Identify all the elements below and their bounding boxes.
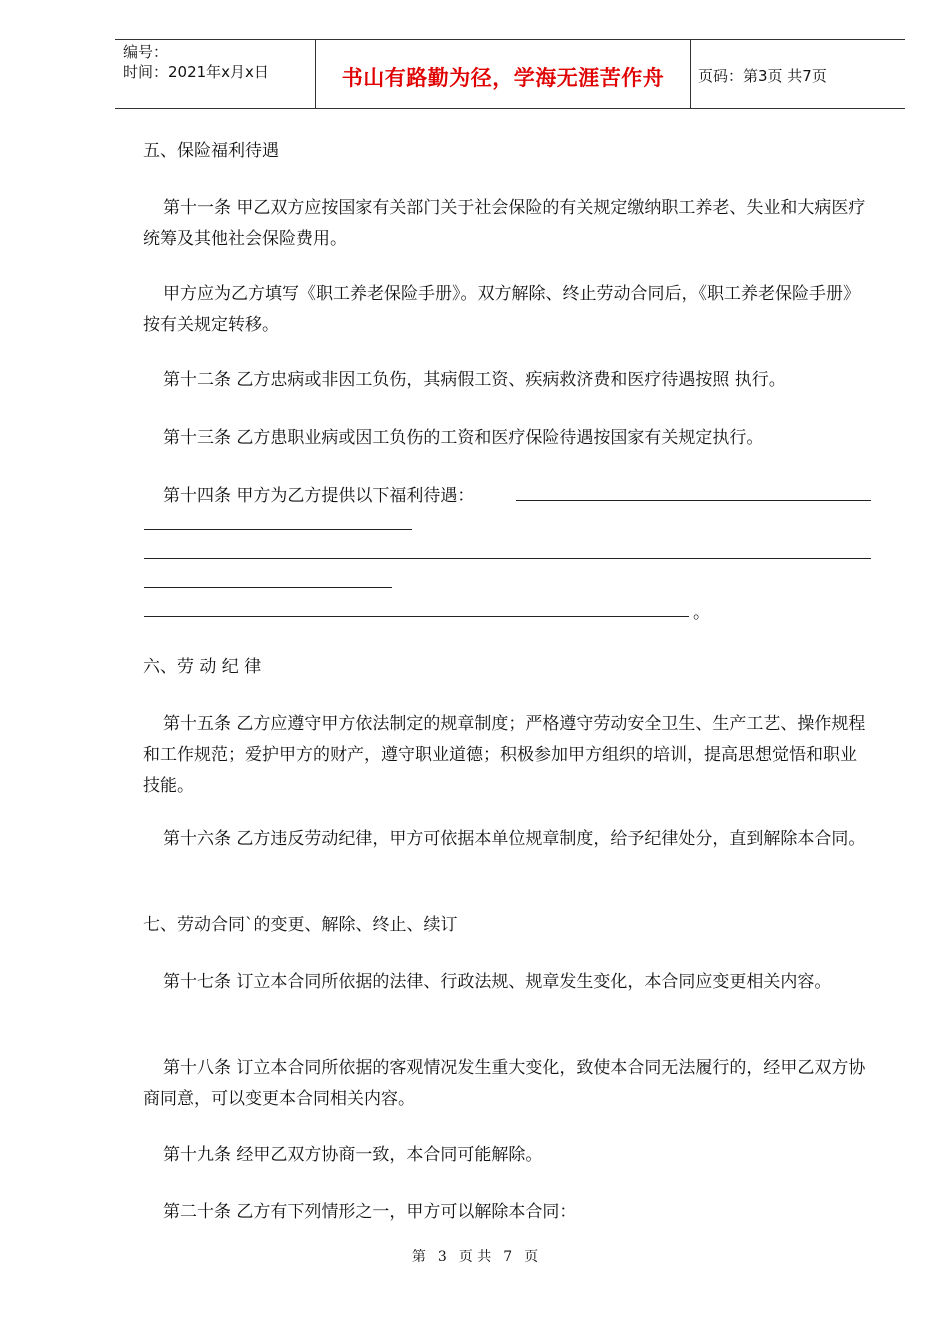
article-12: 第十二条 乙方忠病或非因工负伤，其病假工资、疾病救济费和医疗待遇按照 执行。 — [163, 370, 786, 390]
welfare-blank-line[interactable] — [516, 500, 871, 501]
article-14: 第十四条 甲方为乙方提供以下福利待遇： — [163, 486, 475, 506]
article-19: 第十九条 经甲乙双方协商一致，本合同可能解除。 — [163, 1145, 543, 1165]
article-20: 第二十条 乙方有下列情形之一，甲方可以解除本合同： — [163, 1202, 577, 1222]
welfare-blank-line[interactable] — [144, 587, 392, 588]
article-16: 第十六条 乙方违反劳动纪律，甲方可依据本单位规章制度，给予纪律处分，直到解除本合同。 — [163, 829, 866, 849]
footer-suffix: 页 — [524, 1249, 539, 1265]
article-18: 第十八条 订立本合同所依据的客观情况发生重大变化，致使本合同无法履行的，经甲乙双方协商同意，可以变更本合同相关内容。 — [143, 1058, 866, 1109]
section-title-insurance: 五、保险福利待遇 — [143, 141, 279, 161]
welfare-blank-line[interactable] — [144, 616, 689, 617]
page-header — [115, 39, 905, 109]
header-motto: 书山有路勤为径，学海无涯苦作舟 — [341, 66, 665, 90]
document-time-label: 时间：2021年x月x日 — [123, 63, 269, 81]
article-11: 第十一条 甲乙双方应按国家有关部门关于社会保险的有关规定缴纳职工养老、失业和大病医疗统筹及其他社会保险费用。 — [143, 198, 866, 249]
welfare-blank-line[interactable] — [144, 558, 871, 559]
article-13: 第十三条 乙方患职业病或因工负伤的工资和医疗保险待遇按国家有关规定执行。 — [163, 428, 764, 448]
header-motto-cell — [315, 40, 691, 108]
header-page-info: 页码：第3页 共7页 — [698, 67, 827, 85]
footer-page-number: 3 — [437, 1249, 447, 1265]
page-footer — [0, 1246, 950, 1266]
footer-prefix: 第 — [411, 1249, 426, 1265]
welfare-blank-line[interactable] — [144, 529, 412, 530]
header-meta-cell — [115, 40, 315, 108]
header-page-cell — [690, 40, 905, 108]
document-number-label: 编号： — [123, 43, 169, 61]
footer-total-pages: 7 — [503, 1249, 513, 1265]
article-15: 第十五条 乙方应遵守甲方依法制定的规章制度；严格遵守劳动安全卫生、生产工艺、操作规程和工作规范；爱护甲方的财产，遵守职业道德；积极参加甲方组织的培训，提高思想觉悟和职业技能。 — [143, 714, 866, 796]
article-11-pension-handbook: 甲方应为乙方填写《职工养老保险手册》。双方解除、终止劳动合同后，《职工养老保险手册》按有关规定转移。 — [143, 284, 860, 335]
section-title-contract-change: 七、劳动合同`的变更、解除、终止、续订 — [143, 915, 458, 935]
article-17: 第十七条 订立本合同所依据的法律、行政法规、规章发生变化，本合同应变更相关内容。 — [163, 972, 832, 992]
section-title-discipline: 六、劳 动 纪 律 — [143, 657, 262, 677]
welfare-end-period: 。 — [693, 603, 710, 623]
footer-mid: 页 共 — [458, 1249, 492, 1265]
